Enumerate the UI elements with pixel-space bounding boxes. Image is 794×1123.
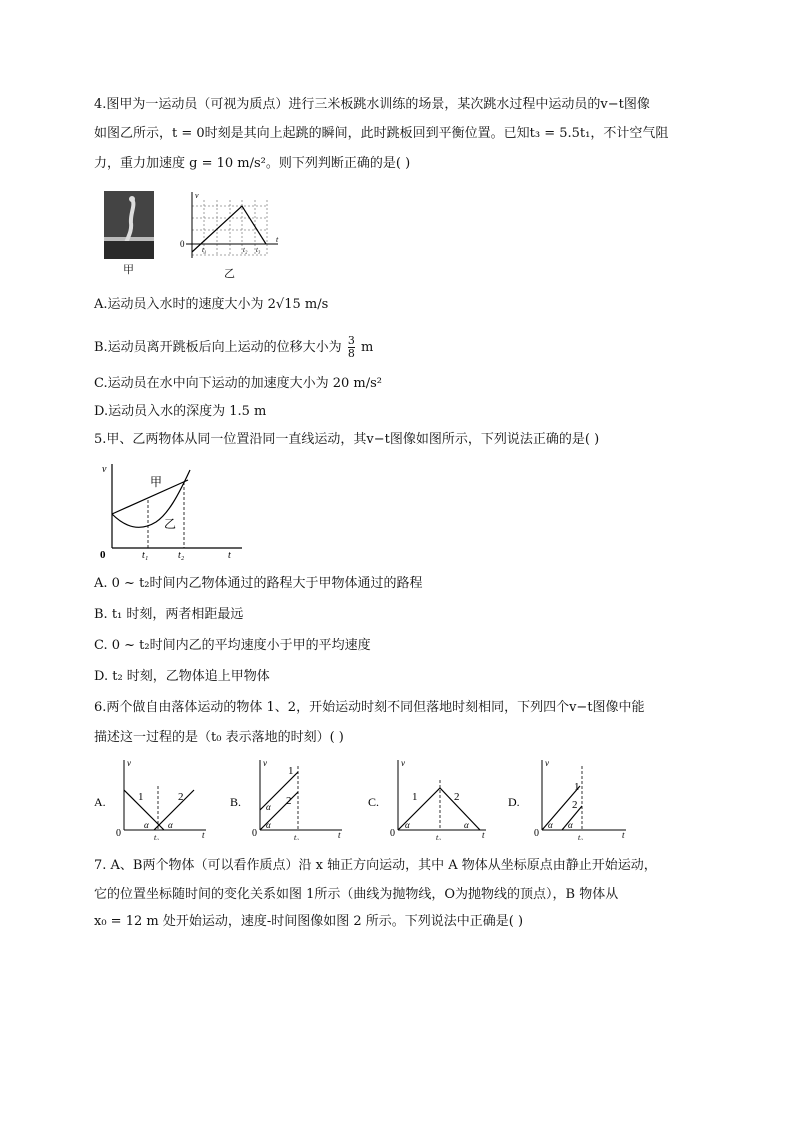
q4-option-b-unit: m [360,340,374,355]
q6-b-alpha1: α [266,802,271,812]
q6-option-d-graph [508,756,632,840]
q6-c-label: C. [368,795,380,809]
q6-c-alpha1: α [405,820,410,830]
q6-a-label: A. [94,795,106,809]
diver-photo [104,191,154,259]
q4-option-a: A.运动员入水时的速度大小为 2√15 m/s [94,297,329,312]
fig-yi-caption: 乙 [224,267,235,280]
q7-stem-line2: 它的位置坐标随时间的变化关系如图 1所示（曲线为抛物线，O为抛物线的顶点），B 物体从 [94,887,619,902]
q6-a-t: t [202,830,205,840]
q4-graph-t3: t₃ [256,246,261,254]
q7-stem-line1: 7. A、B两个物体（可以看作质点）沿 x 轴正方向运动，其中 A 物体从坐标原点由静止开始运动， [94,858,657,873]
q5-graph-t-label: t [228,550,231,560]
q4-stem-line3: 力，重力加速度 g = 10 m/s²。则下列判断正确的是( ) [94,156,411,171]
q6-c-alpha2: α [464,820,469,830]
q5-graph-jia-label: 甲 [150,475,163,489]
q4-option-b [94,335,373,360]
q6-c-origin: 0 [390,828,395,839]
q4-graph-t2: t₂ [243,246,248,254]
q5-option-b: B. t₁ 时刻，两者相距最远 [94,607,244,622]
q6-option-c-graph [368,756,492,840]
fraction-numerator: 3 [347,334,355,347]
q6-option-a-graph [94,756,214,840]
q6-a-curve1: 1 [138,791,144,803]
q6-a-curve2: 2 [178,791,184,803]
q6-b-alpha2: α [266,820,271,830]
q4-stem-line2: 如图乙所示，t = 0时刻是其向上起跳的瞬间，此时跳板回到平衡位置。已知t₃ = 5.5t₁，不计空气阻 [94,126,669,141]
q4-graph-t1: t₁ [202,246,207,254]
q4-option-c: C.运动员在水中向下运动的加速度大小为 20 m/s² [94,376,383,391]
q5-option-d: D. t₂ 时刻，乙物体追上甲物体 [94,669,270,684]
q5-graph-v-label: v [102,464,107,475]
q6-b-v: v [263,758,267,768]
q6-a-origin: 0 [116,828,121,839]
q6-a-alpha1: α [144,820,149,830]
q6-b-curve2: 2 [286,795,292,807]
q5-option-a: A. 0 ~ t₂时间内乙物体通过的路程大于甲物体通过的路程 [94,576,423,591]
q6-a-v: v [127,758,131,768]
q6-d-label: D. [508,795,520,809]
q6-c-t: t [482,830,485,840]
q6-d-alpha2: α [568,820,573,830]
q5-vt-graph [98,460,248,560]
q6-b-t: t [338,830,341,840]
q6-c-curve1: 1 [412,791,418,803]
q5-graph-t2: t₂ [178,550,185,560]
q6-a-t0: t₀ [154,833,160,840]
fig-jia-caption: 甲 [123,263,134,276]
q6-c-v: v [401,758,405,768]
q6-option-b-graph [230,756,350,840]
q6-d-origin: 0 [534,828,539,839]
q4-option-d: D.运动员入水的深度为 1.5 m [94,404,267,419]
q5-option-c: C. 0 ~ t₂时间内乙的平均速度小于甲的平均速度 [94,638,371,653]
q6-b-curve1: 1 [288,765,294,777]
q7-stem-line3: x₀ = 12 m 处开始运动，速度-时间图像如图 2 所示。下列说法中正确是( ) [94,914,524,929]
q6-d-curve2: 2 [572,799,578,811]
q6-b-origin: 0 [252,828,257,839]
q6-d-v: v [545,758,549,768]
q5-graph-t1: t₁ [142,550,149,560]
q5-graph-origin: 0 [100,549,106,560]
q4-graph-origin: 0 [180,239,185,249]
q6-a-alpha2: α [168,820,173,830]
q4-option-b-fraction [348,335,355,360]
q4-stem-line1: 4.图甲为一运动员（可视为质点）进行三米板跳水训练的场景，某次跳水过程中运动员的v−t图像 [94,97,650,112]
fraction-denominator: 8 [347,347,355,360]
q6-d-curve1: 1 [574,781,580,793]
q6-b-label: B. [230,795,242,809]
q4-graph-v-label: v [195,191,199,200]
q6-stem-line2: 描述这一过程的是（t₀ 表示落地的时刻）( ) [94,730,344,745]
q6-d-t0: t₀ [578,833,584,840]
q6-c-t0: t₀ [436,833,442,840]
q6-d-alpha1: α [548,820,553,830]
q4-option-b-text: B.运动员离开跳板后向上运动的位移大小为 [94,340,342,355]
q6-b-t0: t₀ [294,833,300,840]
q6-stem-line1: 6.两个做自由落体运动的物体 1、2，开始运动时刻不同但落地时刻相同，下列四个v−t图像中能 [94,700,645,715]
q4-graph-t-label: t [276,235,279,244]
q5-stem: 5.甲、乙两物体从同一位置沿同一直线运动，其v−t图像如图所示，下列说法正确的是( ) [94,432,600,447]
q6-c-curve2: 2 [454,791,460,803]
q5-graph-yi-label: 乙 [164,517,177,531]
q6-d-t: t [622,830,625,840]
q4-vt-graph [172,188,284,264]
